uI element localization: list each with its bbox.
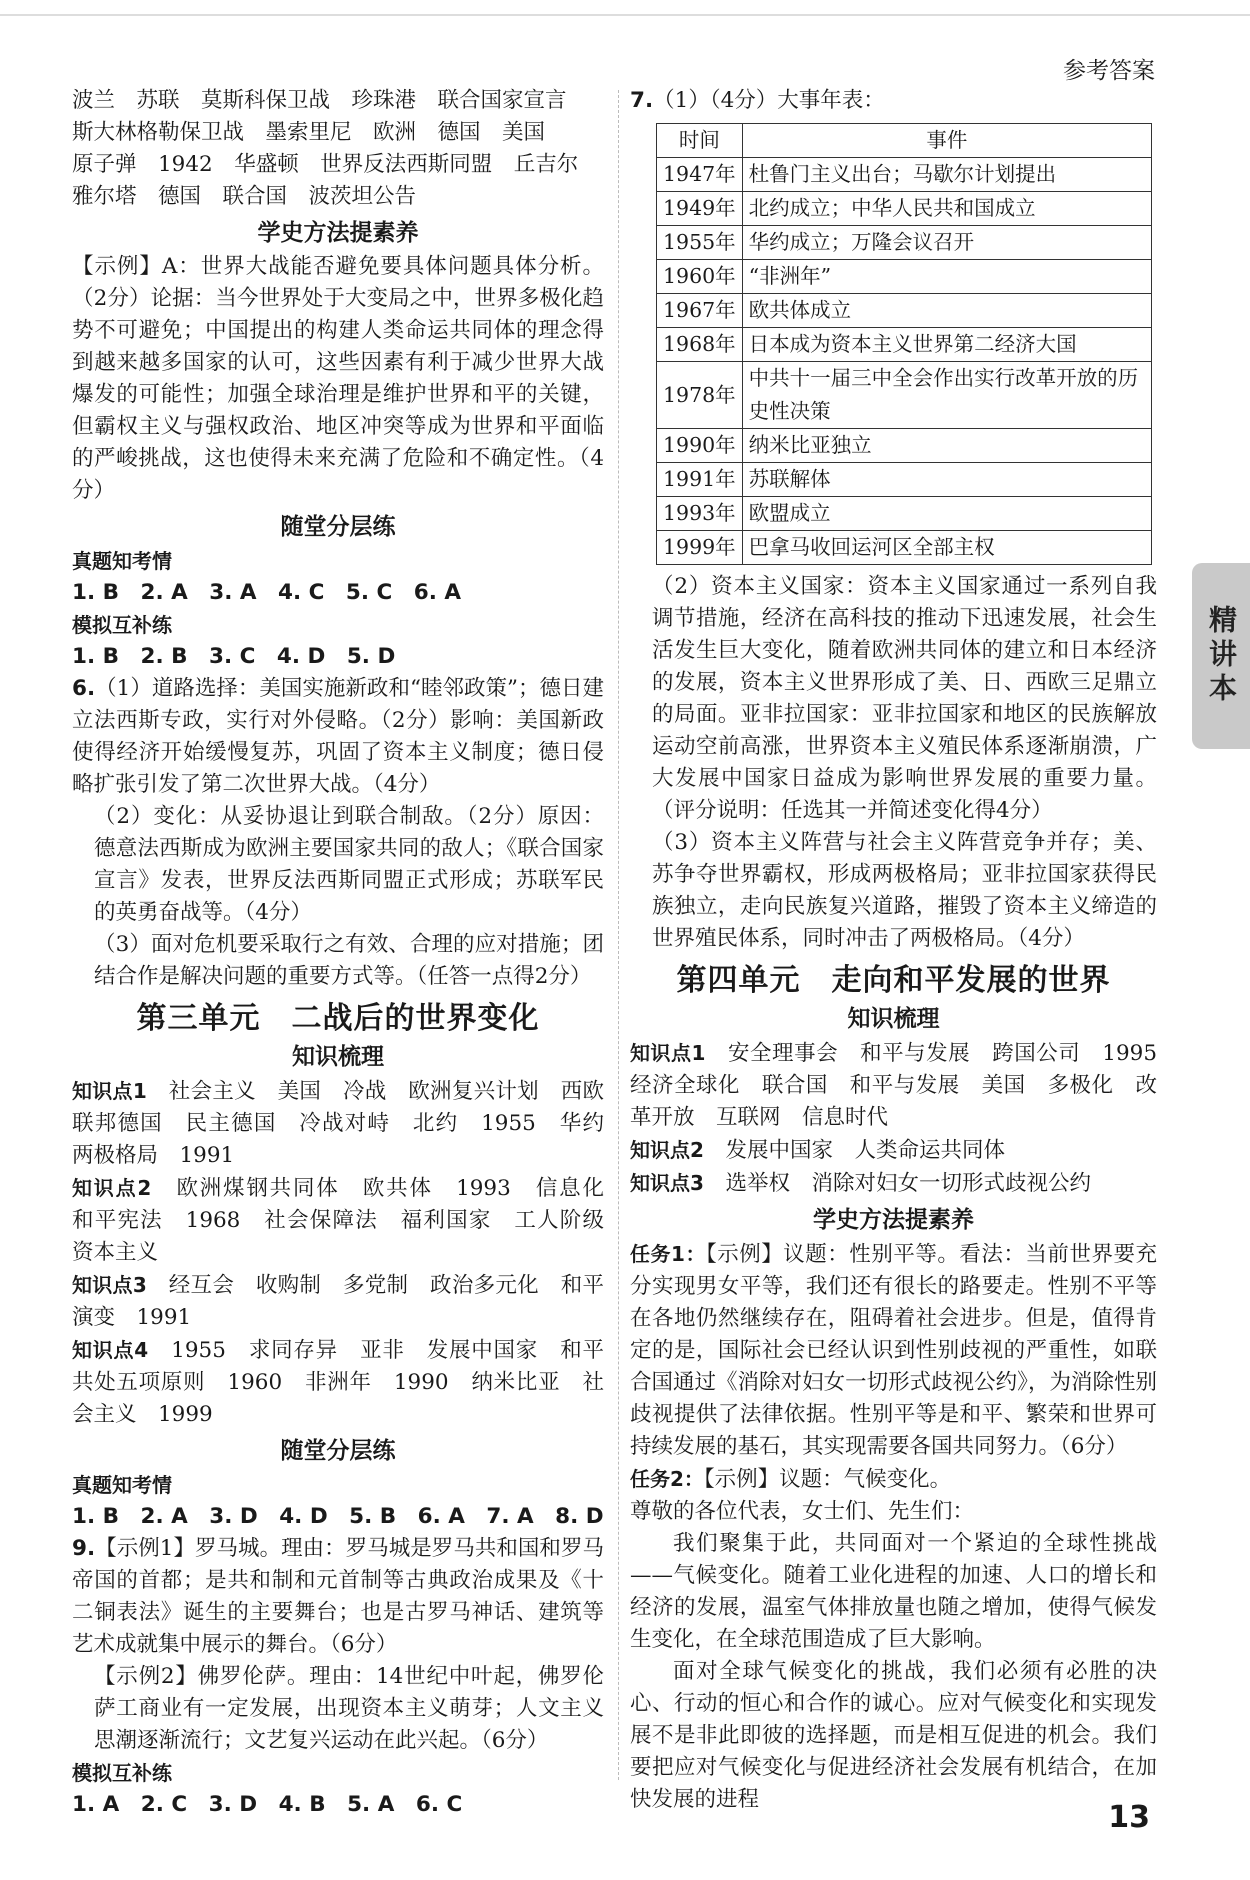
- table-row: 1978年 中共十一届三中全会作出实行改革开放的历史性决策: [657, 362, 1152, 429]
- knowledge-title: 知识梳理: [847, 1006, 940, 1032]
- column-divider: [618, 90, 619, 1780]
- knowledge-point-1: 知识点1 安全理事会 和平与发展 跨国公司 1995 经济全球化 联合国 和平与发展 美国 多极化 改革开放 互联网 信息时代: [630, 1041, 1179, 1130]
- intro-line: 斯大林格勒保卫战 墨索里尼 欧洲 德国 美国: [72, 120, 546, 145]
- table-row: 1991年 苏联解体: [657, 463, 1152, 497]
- question-6: [72, 673, 604, 801]
- real-exam-answers: 1. B 2. A 3. A 4. C 5. C 6. A: [72, 580, 462, 605]
- intro-line: 波兰 苏联 莫斯科保卫战 珍珠港 联合国家宣言: [72, 88, 567, 113]
- knowledge-point-2: 知识点2 欧洲煤钢共同体 欧共体 1993 信息化 和平宪法 1968 社会保障法 福利国家 工人阶级 资本主义: [72, 1176, 626, 1265]
- mock-practice2-title: 模拟互补练: [72, 1761, 172, 1785]
- unit3-title: 第三单元 二战后的世界变化: [136, 1001, 540, 1036]
- method-section-title: 学史方法提素养: [813, 1207, 974, 1233]
- task-1: 任务1：【示例】议题：性别平等。看法：当前世界要充分实现男女平等，我们还有很长的路要走。性别不平等在各地仍然继续存在，阻碍着社会进步。但是，值得肯定的是，国际社会已经认识到性别歧视的严重性，如联合国通过《消除对妇女一切形式歧视公约》，为消除性别歧视提供了法律依据。性别平等是和平、繁荣和世界可持续发展的基石，其实现需要各国共同努力。（6分）: [630, 1242, 1157, 1459]
- real-exam-title: 真题知考情: [72, 549, 172, 573]
- question-7: 7.（1）（4分）大事年表：: [630, 88, 885, 113]
- side-tab: [1192, 563, 1250, 749]
- table-header: 时间: [657, 124, 743, 158]
- q6-part2: （2）变化：从妥协退让到联合制敌。（2分）原因：德意法西斯成为欧洲主要国家共同的敌人；《联合国家宣言》发表，世界反法西斯同盟正式形成；苏联军民的英勇奋战等。（4分）: [94, 804, 604, 925]
- task-2: 任务2：【示例】议题：气候变化。: [630, 1467, 952, 1492]
- q9-example2: 【示例2】佛罗伦萨。理由：14世纪中叶起，佛罗伦萨工商业有一定发展，出现资本主义萌芽；人文主义思潮逐渐流行；文艺复兴运动在此兴起。（6分）: [94, 1664, 604, 1753]
- knowledge-point-3: 知识点3 选举权 消除对妇女一切形式歧视公约: [630, 1171, 1091, 1196]
- question-9: [72, 1533, 604, 1661]
- speech-paragraph-1: 我们聚集于此，共同面对一个紧迫的全球性挑战——气候变化。随着工业化进程的加速、人口的增长和经济的发展，温室气体排放量也随之增加，使得气候发生变化，在全球范围造成了巨大影响。: [630, 1531, 1157, 1652]
- right-column: [630, 85, 1179, 1816]
- left-column: [72, 85, 626, 1821]
- real-exam2-answers: 1. B 2. A 3. D 4. D 5. B 6. A 7. A 8. D: [72, 1504, 604, 1529]
- q6-part3: （3）面对危机要采取行之有效、合理的应对措施；团结合作是解决问题的重要方式等。（任答一点得2分）: [94, 932, 604, 989]
- events-table: [656, 123, 1152, 565]
- speech-greeting: 尊敬的各位代表，女士们、先生们：: [630, 1499, 975, 1524]
- table-row: 1955年 华约成立；万隆会议召开: [657, 226, 1152, 260]
- table-row: 1999年 巴拿马收回运河区全部主权: [657, 531, 1152, 565]
- table-header: 事件: [742, 124, 1151, 158]
- q6-part1: （1）道路选择：美国实施新政和“睦邻政策”；德日建立法西斯专政，实行对外侵略。（2分）影响：美国新政使得经济开始缓慢复苏，巩固了资本主义制度；德日侵略扩张引发了第二次世界大战。（4分）: [72, 676, 604, 797]
- table-row: 1990年 纳米比亚独立: [657, 429, 1152, 463]
- q9-example1: 【示例1】罗马城。理由：罗马城是罗马共和国和罗马帝国的首都；是共和制和元首制等古典政治成果及《十二铜表法》诞生的主要舞台；也是古罗马神话、建筑等艺术成就集中展示的舞台。（6分）: [72, 1536, 604, 1657]
- practice-section-title: 随堂分层练: [280, 514, 396, 540]
- method-answer: 【示例】A：世界大战能否避免要具体问题具体分析。（2分）论据：当今世界处于大变局之中，世界多极化趋势不可避免；中国提出的构建人类命运共同体的理念得到越来越多国家的认可，这些因素有利于减少世界大战爆发的可能性；加强全球治理是维护世界和平的关键，但霸权主义与强权政治、地区冲突等成为世界和平面临的严峻挑战，这也使得未来充满了危险和不确定性。（4分）: [72, 254, 604, 503]
- table-row: 1967年 欧共体成立: [657, 294, 1152, 328]
- page-number: 13: [1108, 1800, 1150, 1835]
- practice2-section-title: 随堂分层练: [280, 1438, 396, 1464]
- q7-part3: （3）资本主义阵营与社会主义阵营竞争并存；美、苏争夺世界霸权，形成两极格局；亚非拉国家获得民族独立，走向民族复兴道路，摧毁了资本主义缔造的世界殖民体系，同时冲击了两极格局。（4分）: [652, 830, 1157, 951]
- knowledge-point-2: 知识点2 发展中国家 人类命运共同体: [630, 1138, 1005, 1163]
- top-border: [0, 14, 1250, 16]
- table-row: 1960年 “非洲年”: [657, 260, 1152, 294]
- real-exam2-title: 真题知考情: [72, 1473, 172, 1497]
- knowledge-point-4: 知识点4 1955 求同存异 亚非 发展中国家 和平共处五项原则 1960 非洲年 1990 纳米比亚 社会主义 1999: [72, 1338, 605, 1427]
- question-number: 9.: [72, 1536, 96, 1561]
- table-header-row: [657, 124, 1152, 158]
- side-tab-label: 精讲本: [1205, 605, 1238, 707]
- intro-line: 雅尔塔 德国 联合国 波茨坦公告: [72, 184, 417, 209]
- mock-practice2-answers: 1. A 2. C 3. D 4. B 5. A 6. C: [72, 1792, 463, 1817]
- table-row: 1968年 日本成为资本主义世界第二经济大国: [657, 328, 1152, 362]
- speech-paragraph-2: 面对全球气候变化的挑战，我们必须有必胜的决心、行动的恒心和合作的诚心。应对气候变化和实现发展不是非此即彼的选择题，而是相互促进的机会。我们要把应对气候变化与促进经济社会发展有机结合，在加快发展的进程: [630, 1659, 1157, 1812]
- q7-part2: （2）资本主义国家：资本主义国家通过一系列自我调节措施，经济在高科技的推动下迅速发展，社会生活发生巨大变化，随着欧洲共同体的建立和日本经济的发展，资本主义世界形成了美、日、西欧三足鼎立的局面。亚非拉国家：亚非拉国家和地区的民族解放运动空前高涨，世界资本主义殖民体系逐渐崩溃，广大发展中国家日益成为影响世界发展的重要力量。（评分说明：任选其一并简述变化得4分）: [652, 574, 1157, 823]
- page-header: 参考答案: [1063, 58, 1155, 84]
- table-row: 1993年 欧盟成立: [657, 497, 1152, 531]
- method-section-title: 学史方法提素养: [257, 220, 419, 246]
- question-number: 6.: [72, 676, 96, 701]
- mock-practice-answers: 1. B 2. B 3. C 4. D 5. D: [72, 644, 396, 669]
- knowledge-point-3: 知识点3 经互会 收购制 多党制 政治多元化 和平演变 1991: [72, 1273, 604, 1330]
- mock-practice-title: 模拟互补练: [72, 613, 172, 637]
- table-row: 1947年 杜鲁门主义出台；马歇尔计划提出: [657, 158, 1152, 192]
- intro-line: 原子弹 1942 华盛顿 世界反法西斯同盟 丘吉尔: [72, 152, 579, 177]
- knowledge-point-1: 知识点1 社会主义 美国 冷战 欧洲复兴计划 西欧 联邦德国 民主德国 冷战对峙 北约 1955 华约 两极格局 1991: [72, 1079, 626, 1168]
- table-row: 1949年 北约成立；中华人民共和国成立: [657, 192, 1152, 226]
- unit4-title: 第四单元 走向和平发展的世界: [676, 963, 1111, 998]
- knowledge-title: 知识梳理: [292, 1044, 384, 1070]
